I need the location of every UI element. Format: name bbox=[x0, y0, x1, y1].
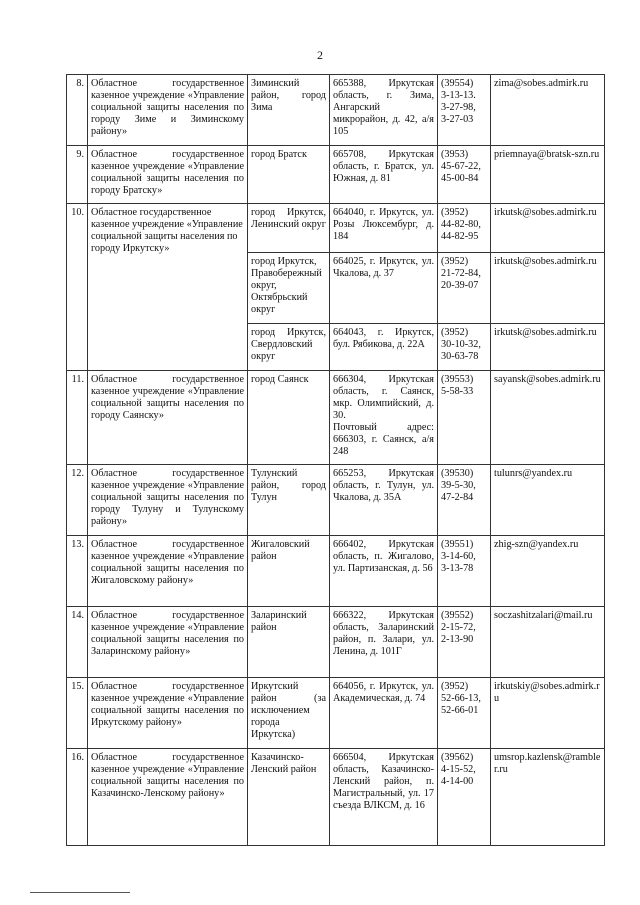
row-number: 8. bbox=[67, 75, 88, 146]
row-number: 10. bbox=[67, 204, 88, 371]
phone: (3952) 21-72-84, 20-39-07 bbox=[438, 253, 491, 324]
service-area: город Иркутск, Ленинский округ bbox=[248, 204, 330, 253]
address: 664025, г. Иркутск, ул. Чкалова, д. 37 bbox=[330, 253, 438, 324]
page-number: 2 bbox=[317, 48, 323, 62]
postal-address: Почтовый адрес: 666303, г. Саянск, а/я 248 bbox=[333, 422, 434, 458]
email: umsrop.kazlensk@rambler.ru bbox=[491, 749, 605, 846]
institution-name: Областное государственное казенное учреждение «Управление социальной защиты населения по Заларинскому району» bbox=[88, 607, 248, 678]
institution-name: Областное государственное казенное учреждение «Управление социальной защиты населения по городу Иркутску» bbox=[88, 204, 248, 371]
table-row bbox=[67, 146, 605, 204]
service-area: Зиминский район, город Зима bbox=[248, 75, 330, 146]
institution-name: Областное государственное казенное учреждение «Управление социальной защиты населения по городу Тулуну и Тулунскому району» bbox=[88, 465, 248, 536]
table-row bbox=[67, 678, 605, 749]
address: 665253, Иркутская область, г. Тулун, ул. Чкалова, д. 35А bbox=[330, 465, 438, 536]
service-area: Заларинский район bbox=[248, 607, 330, 678]
service-area: Казачинско-Ленский район bbox=[248, 749, 330, 846]
email: irkutsk@sobes.admirk.ru bbox=[491, 324, 605, 371]
service-area: Тулунский район, город Тулун bbox=[248, 465, 330, 536]
phone: (39553) 5-58-33 bbox=[438, 371, 491, 465]
service-area: город Братск bbox=[248, 146, 330, 204]
address: 664043, г. Иркутск, бул. Рябикова, д. 22А bbox=[330, 324, 438, 371]
address: 664056, г. Иркутск, ул. Академическая, д. 74 bbox=[330, 678, 438, 749]
service-area: город Иркутск, Правобережный округ, Октябрьский округ bbox=[248, 253, 330, 324]
address: 666504, Иркутская область, Казачинско-Ленский район, п. Магистральный, ул. 17 съезда ВЛКСМ, д. 16 bbox=[330, 749, 438, 846]
institution-name: Областное государственное казенное учреждение «Управление социальной защиты населения по городу Зиме и Зиминскому району» bbox=[88, 75, 248, 146]
phone: (39554) 3-13-13. 3-27-98, 3-27-03 bbox=[438, 75, 491, 146]
row-number: 11. bbox=[67, 371, 88, 465]
row-number: 13. bbox=[67, 536, 88, 607]
table-row bbox=[67, 371, 605, 465]
row-number: 16. bbox=[67, 749, 88, 846]
address: 664040, г. Иркутск, ул. Розы Люксембург, д. 184 bbox=[330, 204, 438, 253]
institutions-table bbox=[66, 74, 605, 846]
address: 666322, Иркутская область, Заларинский район, п. Залари, ул. Ленина, д. 101Г bbox=[330, 607, 438, 678]
email: tulunrs@yandex.ru bbox=[491, 465, 605, 536]
institution-name: Областное государственное казенное учреждение «Управление социальной защиты населения по Жигаловскому району» bbox=[88, 536, 248, 607]
email: zima@sobes.admirk.ru bbox=[491, 75, 605, 146]
table-row bbox=[67, 204, 605, 253]
institution-name: Областное государственное казенное учреждение «Управление социальной защиты населения по Казачинско-Ленскому району» bbox=[88, 749, 248, 846]
service-area: Жигаловский район bbox=[248, 536, 330, 607]
phone: (3953) 45-67-22, 45-00-84 bbox=[438, 146, 491, 204]
footnote-divider bbox=[30, 892, 130, 893]
institution-name: Областное государственное казенное учреждение «Управление социальной защиты населения по городу Саянску» bbox=[88, 371, 248, 465]
institution-name: Областное государственное казенное учреждение «Управление социальной защиты населения по городу Братску» bbox=[88, 146, 248, 204]
phone: (39530) 39-5-30, 47-2-84 bbox=[438, 465, 491, 536]
email: irkutsk@sobes.admirk.ru bbox=[491, 204, 605, 253]
email: irkutskiy@sobes.admirk.ru bbox=[491, 678, 605, 749]
service-area: город Иркутск, Свердловский округ bbox=[248, 324, 330, 371]
service-area: город Саянск bbox=[248, 371, 330, 465]
table-row bbox=[67, 465, 605, 536]
address: 665708, Иркутская область, г. Братск, ул. Южная, д. 81 bbox=[330, 146, 438, 204]
row-number: 9. bbox=[67, 146, 88, 204]
institution-name: Областное государственное казенное учреждение «Управление социальной защиты населения по Иркутскому району» bbox=[88, 678, 248, 749]
address: 666402, Иркутская область, п. Жигалово, ул. Партизанская, д. 56 bbox=[330, 536, 438, 607]
email: soczashitzalari@mail.ru bbox=[491, 607, 605, 678]
table-row bbox=[67, 749, 605, 846]
phone: (39562) 4-15-52, 4-14-00 bbox=[438, 749, 491, 846]
table-row bbox=[67, 536, 605, 607]
phone: (3952) 44-82-80, 44-82-95 bbox=[438, 204, 491, 253]
row-number: 12. bbox=[67, 465, 88, 536]
phone: (3952) 30-10-32, 30-63-78 bbox=[438, 324, 491, 371]
email: zhig-szn@yandex.ru bbox=[491, 536, 605, 607]
email: irkutsk@sobes.admirk.ru bbox=[491, 253, 605, 324]
street-address: 666304, Иркутская область, г. Саянск, мкр. Олимпийский, д. 30. bbox=[333, 374, 434, 422]
phone: (39551) 3-14-60, 3-13-78 bbox=[438, 536, 491, 607]
address: 665388, Иркутская область, г. Зима, Ангарский микрорайон, д. 42, а/я 105 bbox=[330, 75, 438, 146]
service-area: Иркутский район (за исключением города Иркутска) bbox=[248, 678, 330, 749]
email: priemnaya@bratsk-szn.ru bbox=[491, 146, 605, 204]
row-number: 14. bbox=[67, 607, 88, 678]
phone: (39552) 2-15-72, 2-13-90 bbox=[438, 607, 491, 678]
table-row bbox=[67, 607, 605, 678]
phone: (3952) 52-66-13, 52-66-01 bbox=[438, 678, 491, 749]
address bbox=[330, 371, 438, 465]
row-number: 15. bbox=[67, 678, 88, 749]
email: sayansk@sobes.admirk.ru bbox=[491, 371, 605, 465]
table-row bbox=[67, 75, 605, 146]
